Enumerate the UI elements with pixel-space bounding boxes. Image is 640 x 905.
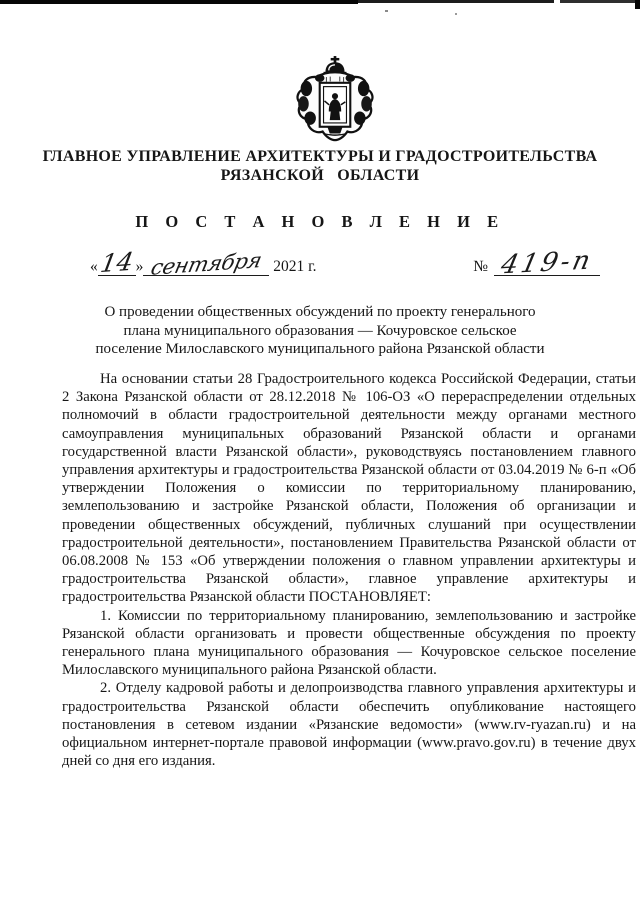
paragraph-item-1: 1. Комиссии по территориальному планированию, землепользованию и застройке Рязанской области организовать и провести общественные обсуждения по проекту генерального плана муниципального образования — Кочуровское сельское поселение Милославского муниципального района Рязанской области. xyxy=(62,607,636,679)
date-day-underline xyxy=(97,246,136,279)
organization-name xyxy=(0,147,640,185)
document-type-heading: П О С Т А Н О В Л Е Н И Е xyxy=(135,212,505,231)
scan-artifact-top-edge xyxy=(0,0,640,14)
document-title: О проведении общественных обсуждений по проекту генерального плана муниципального образования — Кочуровское сельское поселение Милославского муниципального района Рязанской области xyxy=(95,304,545,357)
document-body xyxy=(62,370,636,770)
number-underline xyxy=(494,245,600,281)
paragraph-item-2: 2. Отделу кадровой работы и делопроизводства главного управления архитектуры и градостроительства Рязанской области обеспечить опубликование настоящего постановления в сетевом издании «Рязанские ведомости» (www.rv-ryazan.ru) и на официальном интернет-портале правовой информации (www.pravo.gov.ru) в течение двух дней со дня его издания. xyxy=(62,680,636,770)
date-close-quote: » xyxy=(135,258,144,275)
scan-artifact-corner xyxy=(635,0,640,9)
document-number-field xyxy=(473,245,600,281)
date-month-underline xyxy=(143,248,269,280)
organization-name-line2: РЯЗАНСКОЙ ОБЛАСТИ xyxy=(220,167,420,184)
date-year: 2021 г. xyxy=(273,258,317,275)
organization-name-line1: ГЛАВНОЕ УПРАВЛЕНИЕ АРХИТЕКТУРЫ И ГРАДОСТРОИТЕЛЬСТВА xyxy=(42,148,598,165)
date-field xyxy=(90,246,317,280)
number-label: № xyxy=(473,258,488,275)
scan-artifact-segment xyxy=(0,0,358,4)
date-month-handwritten: сентября xyxy=(148,248,265,280)
scan-artifact-speck xyxy=(385,10,388,12)
coat-of-arms-icon xyxy=(292,56,378,144)
date-day-handwritten: 14 xyxy=(97,246,136,279)
scan-artifact-speck xyxy=(455,13,457,15)
document-number-handwritten: 419-п xyxy=(498,245,596,281)
requisites-row xyxy=(90,245,600,281)
scan-artifact-segment xyxy=(358,0,554,3)
date-open-quote: « xyxy=(90,258,98,275)
scan-artifact-segment xyxy=(560,0,636,3)
paragraph-preamble: На основании статьи 28 Градостроительного кодекса Российской Федерации, статьи 2 Закона Рязанской области от 28.12.2018 № 106-ОЗ «О перераспределении отдельных полномочий в области градостроительной деятельности между органами местного самоуправления муниципальных образований Рязанской области и органами государственной власти Рязанской области», руководствуясь постановлением главного управления архитектуры и градостроительства Рязанской области от 03.04.2019 № 6-п «Об утверждении Положения о комиссии по территориальному планированию, землепользованию и застройке Рязанской области, Положения об организации и проведении общественных обсуждений, публичных слушаний при осуществлении градостроительной деятельности», постановлением Правительства Рязанской области от 06.08.2008 № 153 «Об утверждении положения о главном управлении архитектуры и градостроительства Рязанской области», главное управление архитектуры и градостроительства Рязанской области ПОСТАНОВЛЯЕТ: xyxy=(62,371,636,606)
